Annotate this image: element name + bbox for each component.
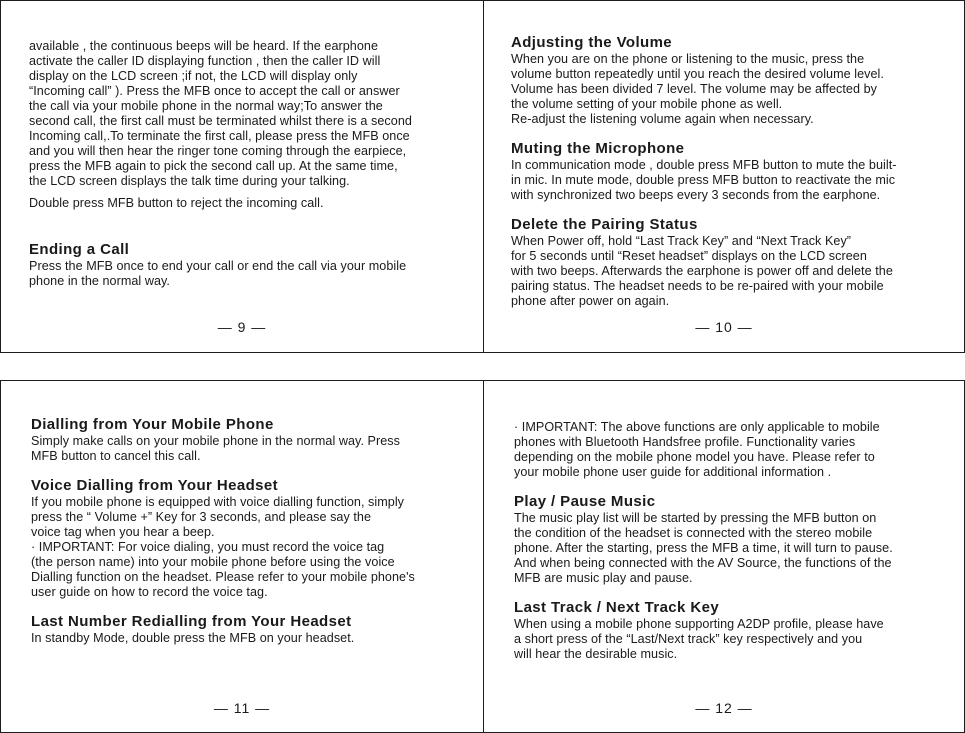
page-11	[0, 380, 484, 733]
play-pause-paragraph: The music play list will be started by pressing the MFB button on the condition of the headset is connected with the stereo mobile phone. After the starting, press the MFB a time, it will turn to pause. And when being connected with the AV Source, the functions of the MFB are music play and pause.	[514, 511, 893, 585]
adjusting-volume-heading: Adjusting the Volume	[511, 34, 673, 51]
page-11-content	[31, 416, 473, 646]
dialling-mobile-heading: Dialling from Your Mobile Phone	[31, 416, 274, 433]
page-12	[483, 380, 965, 733]
adjusting-volume-paragraph: When you are on the phone or listening to the music, press the volume button repeatedly until you reach the desired volume level. Volume has been divided 7 level. The volume may be affected by the volume setting of your mobile phone as well. Re-adjust the listening volume again when necessary.	[511, 52, 884, 126]
page-number-9: — 9 —	[217, 319, 267, 335]
delete-pairing-heading: Delete the Pairing Status	[511, 216, 698, 233]
page-number-12: — 12 —	[695, 700, 753, 716]
voice-dialling-paragraph: If you mobile phone is equipped with voice dialling function, simply press the “ Volume +” Key for 3 seconds, and please say the voice tag when you hear a beep. · IMPORTANT: For voice dialing, you must record the voice tag (the person name) into your mobile phone before using the voice Dialling function on the headset. Please refer to your mobile phone's user guide on how to record the voice tag.	[31, 495, 415, 599]
delete-pairing-paragraph: When Power off, hold “Last Track Key” and “Next Track Key” for 5 seconds until “Reset headset” displays on the LCD screen with two beeps. Afterwards the earphone is power off and delete the pairing status. The headset needs to be re-paired with your mobile phone after power on again.	[511, 234, 893, 308]
reject-call-paragraph: Double press MFB button to reject the incoming call.	[29, 196, 324, 210]
page-10	[483, 0, 965, 353]
voice-dialling-heading: Voice Dialling from Your Headset	[31, 477, 279, 494]
page-9-content	[29, 39, 471, 289]
redialling-heading: Last Number Redialling from Your Headset	[31, 613, 352, 630]
page-10-content	[511, 34, 954, 309]
dialling-mobile-paragraph: Simply make calls on your mobile phone in the normal way. Press MFB button to cancel this call.	[31, 434, 400, 463]
muting-microphone-heading: Muting the Microphone	[511, 140, 685, 157]
redialling-paragraph: In standby Mode, double press the MFB on your headset.	[31, 631, 355, 645]
ending-a-call-heading: Ending a Call	[29, 241, 130, 258]
last-next-track-paragraph: When using a mobile phone supporting A2DP profile, please have a short press of the “Last/Next track” key respectively and you will hear the desirable music.	[514, 617, 884, 661]
incoming-call-paragraph: available , the continuous beeps will be heard. If the earphone activate the caller ID displaying function , then the caller ID will display on the LCD screen ;if not, the LCD will display only “Incoming call” ). Press the MFB once to accept the call or answer the call via your mobile phone in the normal way;To answer the second call, the first call must be terminated whilst there is a second Incoming call,.To terminate the first call, please press the MFB once and you will then hear the ringer tone coming through the earpiece, press the MFB again to pick the second call up. At the same time, the LCD screen displays the talk time during your talking.	[29, 39, 412, 188]
ending-a-call-paragraph: Press the MFB once to end your call or end the call via your mobile phone in the normal way.	[29, 259, 407, 288]
page-number-11: — 11 —	[213, 700, 271, 716]
page-12-content	[514, 420, 954, 662]
muting-microphone-paragraph: In communication mode , double press MFB button to mute the built- in mic. In mute mode, double press MFB button to reactivate the mic with synchronized two beeps every 3 seconds from the earphone.	[511, 158, 897, 202]
important-note-paragraph: · IMPORTANT: The above functions are only applicable to mobile phones with Bluetooth Handsfree profile. Functionality varies depending on the mobile phone model you have. Please refer to your mobile phone user guide for additional information .	[514, 420, 880, 479]
last-next-track-heading: Last Track / Next Track Key	[514, 599, 720, 616]
page-number-10: — 10 —	[695, 319, 753, 335]
page-9	[0, 0, 484, 353]
play-pause-heading: Play / Pause Music	[514, 493, 656, 510]
